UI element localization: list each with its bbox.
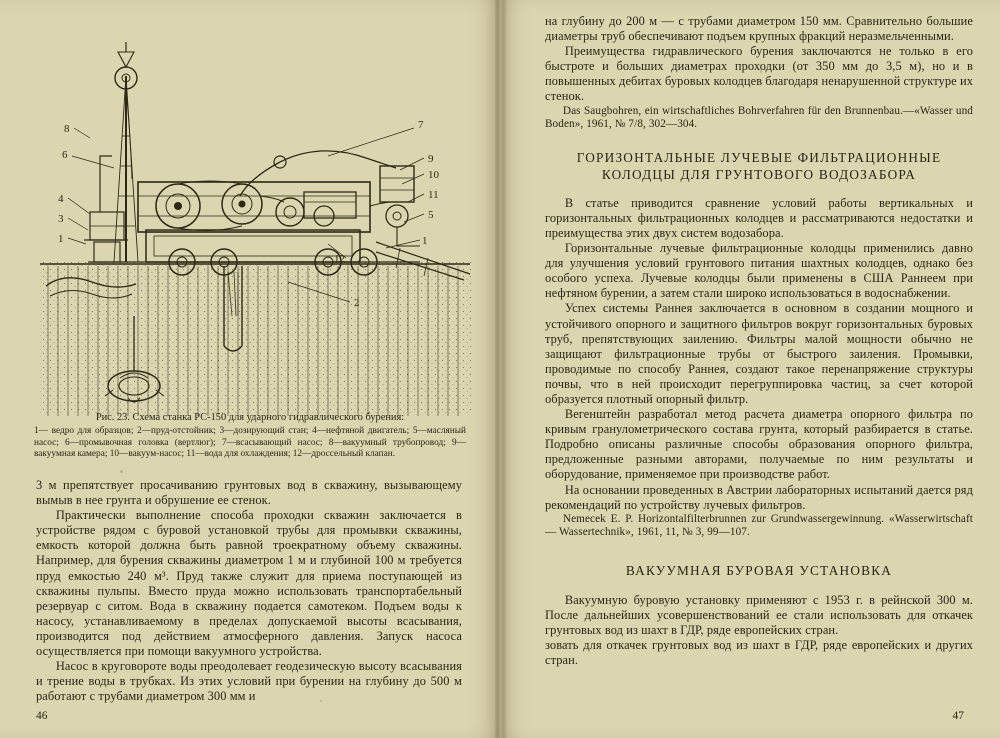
figure-legend: 1— ведро для образцов; 2—пруд-отстойник; 3—дозирующий стан; 4—нефтяной двигатель; 5—масляный насос; 6—промывочная головка (вертлюг); 7—всасывающий насос; 8—вакуумный трубопровод; 9—вакуумная камера; 10—вакуум-насос; 11—вода для охлаждения; 12—дроссельный клапан. [34, 426, 466, 459]
paragraph: зовать для откачек грунтовых вод из шахт в ГДР, ряде европейских и других стран. [545, 638, 973, 668]
section-heading-vacuum-rig: ВАКУУМНАЯ БУРОВАЯ УСТАНОВКА [625, 562, 893, 578]
page-number-right: 47 [952, 710, 964, 722]
figure-callout-3: 3 [58, 213, 64, 225]
paragraph: Горизонтальные лучевые фильтрационные колодцы применились давно для улучшения условий грунтового питания шахтных колодцев, однако без особого успеха. Лучевые колодцы были применены в США Раннеем при нефтяном бурении, а затем стали широко использоваться в водоснабжении. [545, 241, 973, 301]
figure-callout-6: 6 [62, 149, 68, 161]
paragraph: 3 м препятствует просачиванию грунтовых вод в скважину, вызывающему вымыв в нее грунта и обрушение ее стенок. [36, 478, 462, 508]
page-number-left: 46 [36, 710, 48, 722]
figure-callout-5: 5 [428, 209, 434, 221]
paragraph: на глубину до 200 м — с трубами диаметром 150 мм. Сравнительно большие диаметры труб обеспечивают подъем крупных фракций неразмельченными. [545, 14, 973, 44]
figure-caption [34, 412, 466, 460]
right-column-text [545, 14, 973, 668]
figure-callout-12: 12 [334, 253, 345, 265]
figure-callout-2: 2 [354, 297, 360, 309]
paragraph: Преимущества гидравлического бурения заключаются не только в его быстроте и больших диаметрах проходки (от 350 мм до 3,5 м), но и в повышенных дебитах буровых колодцев благодаря ненарушенной структуре их стенок. [545, 44, 973, 104]
figure-caption-title: Рис. 23. Схема станка РС-150 для ударного гидравлического бурения: [95, 412, 405, 423]
figure-callout-9: 9 [428, 153, 434, 165]
figure-callout-8: 8 [64, 123, 70, 135]
figure-callout-4: 4 [58, 193, 64, 205]
paragraph: Практически выполнение способа проходки скважин заключается в устройстве рядом с буровой установкой трубы для промывки скважины, емкость которой должна быть равной троекратному объему скважины. Например, для бурения скважины диаметром 1 м и глубиной 100 м требуется пруд емкостью 240 м³. Пруд также служит для приема поступающей из скважины пульпы. Вместо пруда можно использовать транспортабельный резервуар с ситом. Вода в скважину подается самотеком. Подъем воды к насосу, устанавливаемому в пределах допускаемой высоты всасывания, производится под действием атмосферного давления. Запуск насоса осуществляется при помощи вакуумного устройства. [36, 508, 462, 659]
figure-callout-7: 7 [418, 119, 424, 131]
left-column-text [36, 478, 462, 704]
paragraph: На основании проведенных в Австрии лабораторных испытаний дается ряд рекомендаций по устройству лучевых фильтров. [545, 482, 973, 512]
figure-drilling-rig-diagram [28, 16, 472, 416]
paragraph: Вегенштейн разработал метод расчета диаметра опорного фильтра по кривым гранулометрического состава грунта, который разбирается в статье. Подробно описаны различные способы образования опорного фильтра, предложенные разными авторами, получаемые по ним результаты и оборудование, применяемое при производстве работ. [545, 407, 973, 482]
paragraph: Насос в круговороте воды преодолевает геодезическую высоту всасывания и трение воды в трубках. Из этих условий при бурении на глубину до 500 м работают с трубами диаметром 300 мм и [36, 659, 462, 704]
reference-citation: Das Saugbohren, ein wirtschaftliches Bohrverfahren für den Brunnenbau.—«Wasser und Boden», 1961, № 7/8, 302—304. [545, 104, 973, 131]
paragraph: Успех системы Раннея заключается в основном в создании мощного и устойчивого опорного и защитного фильтров вокруг горизонтальных буровых труб, препятствующих заилению. Фильтры малой мощности обычно не защищают фильтрационные трубы от быстрого заиления. Промывки, проводимые по способу Раннея, создают такое перенапряжение структуры почвы, что в ней происходит перегруппировка частиц, за счет которой образуется плотный опорный фильтр. [545, 301, 973, 406]
section-heading-horizontal-wells: ГОРИЗОНТАЛЬНЫЕ ЛУЧЕВЫЕ ФИЛЬТРАЦИОННЫЕ КОЛОДЦЫ ДЛЯ ГРУНТОВОГО ВОДОЗАБОРА [576, 149, 942, 182]
figure-callout-1b: 1 [422, 235, 428, 247]
figure-callout-1: 1 [58, 233, 64, 245]
reference-citation: Nemecek E. P. Horizontalfilterbrunnen zur Grundwassergewinnung. «Wasserwirtschaft — Wassertechnik», 1961, 11, № 3, 99—107. [545, 512, 973, 539]
paragraph: В статье приводится сравнение условий работы вертикальных и горизонтальных фильтрационных колодцев и рассматриваются недостатки и преимущества этих двух систем водозабора. [545, 195, 973, 240]
figure-callout-10: 10 [428, 169, 439, 181]
figure-callout-11: 11 [428, 189, 439, 201]
paragraph: Вакуумную буровую установку применяют с 1953 г. в рейнской 300 м. После дальнейших усовершенствований ее стали использовать для откачек грунтовых вод из шахт в ГДР, ряде европейских стран. [545, 592, 973, 638]
book-gutter-shadow [494, 0, 507, 738]
